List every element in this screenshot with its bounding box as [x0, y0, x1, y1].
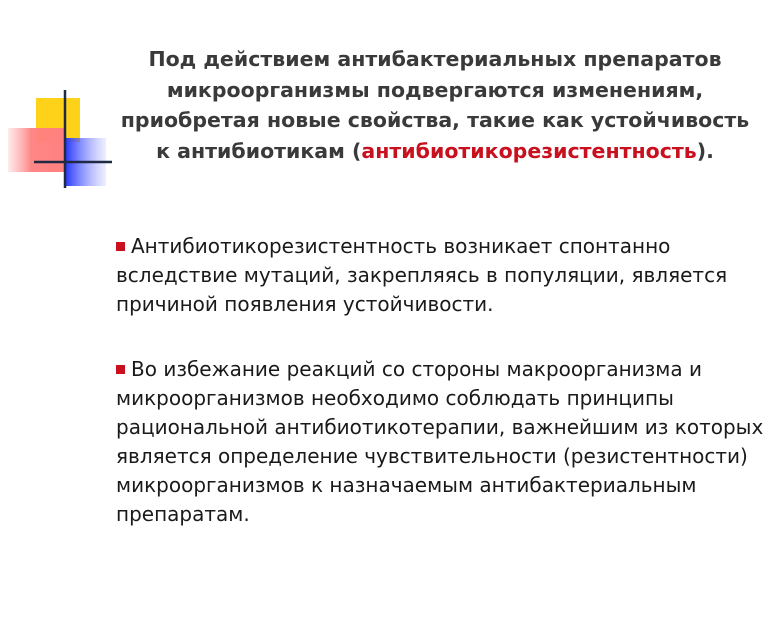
- bullet-text: Во избежание реакций со стороны макроорганизма и микроорганизмов необходимо соблюдать принципы рациональной антибиотикотерапии, важнейшим из которых является определение чувствительности (резистентности) микроорганизмов к назначаемым антибактериальным препаратам.: [116, 357, 764, 526]
- title-text-before: Под действием антибактериальных препаратов микроорганизмы подвергаются изменениям, приобретая новые свойства, такие как устойчивость к антибиотикам (: [120, 47, 750, 163]
- bullet-text: Антибиотикорезистентность возникает спонтанно вследствие мутаций, закрепляясь в популяции, является причиной появления устойчивости.: [116, 234, 728, 316]
- title-text-after: ).: [696, 138, 714, 163]
- bullet-item-1: [116, 232, 766, 319]
- slide-title: [120, 44, 750, 166]
- deco-red-square: [8, 128, 66, 172]
- title-highlight-term: антибиотикорезистентность: [361, 138, 697, 163]
- slide-body: [116, 232, 766, 565]
- bullet-item-2: [116, 355, 766, 529]
- bullet-square-icon: [116, 242, 125, 251]
- bullet-square-icon: [116, 365, 125, 374]
- decorative-squares-graphic: [0, 0, 120, 200]
